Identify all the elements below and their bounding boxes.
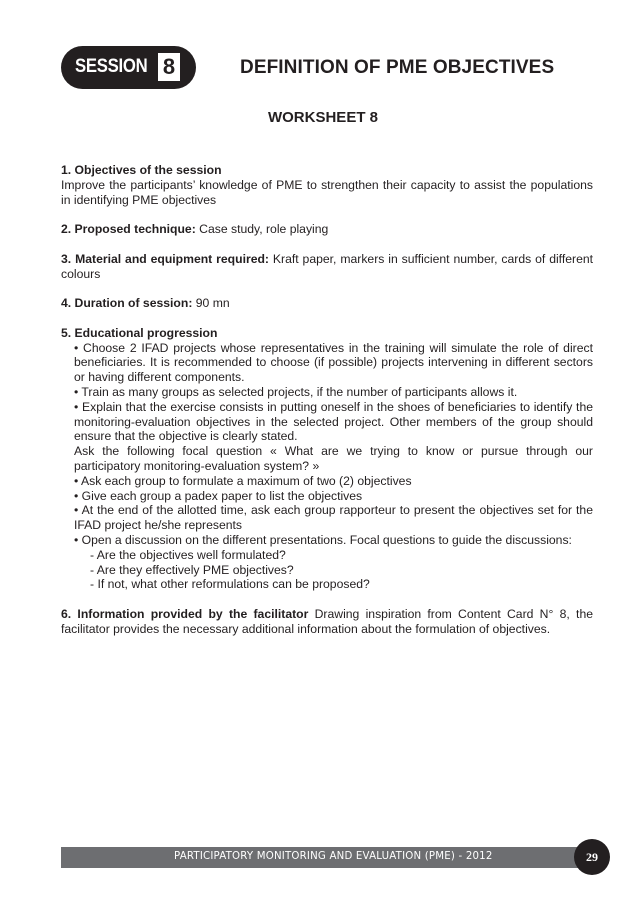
page-title: DEFINITION OF PME OBJECTIVES xyxy=(240,57,555,78)
session-label: SESSION xyxy=(75,56,148,77)
section-5-heading-text: 5. Educational progression xyxy=(61,325,218,340)
section-1-heading: 1. Objectives of the session xyxy=(61,163,222,177)
sub-list-item: - If not, what other reformulations can be proposed? xyxy=(90,577,370,592)
list-item: • Train as many groups as selected projects, if the number of participants allows it. xyxy=(74,384,518,399)
section-4 xyxy=(61,296,593,311)
sub-list-item: - Are the objectives well formulated? xyxy=(90,547,286,562)
session-number: 8 xyxy=(158,53,180,81)
section-6-heading: 6. Information provided by the facilitator xyxy=(61,606,309,621)
worksheet-title: WORKSHEET 8 xyxy=(267,109,378,126)
section-4-text: 90 mn xyxy=(195,296,230,311)
list-item: • Explain that the exercise consists in putting oneself in the shoes of beneficiaries to identify the monitoring-evaluation objectives in the selected project. Other members of the group should ensure that the objective is clearly stated. xyxy=(74,399,593,444)
list-item: • Give each group a padex paper to list the objectives xyxy=(74,488,363,503)
section-2 xyxy=(61,222,593,237)
sub-list-item: - Are they effectively PME objectives? xyxy=(90,562,294,577)
list-item: Ask the following focal question « What are we trying to know or pursue through our participatory monitoring-evaluation system? » xyxy=(74,444,593,473)
section-2-text: Case study, role playing xyxy=(199,222,329,237)
section-5-heading xyxy=(61,326,593,341)
session-badge xyxy=(61,46,196,89)
footer-text: PARTICIPATORY MONITORING AND EVALUATION (PME) - 2012 xyxy=(174,851,493,862)
section-1 xyxy=(61,163,593,207)
list-item: • Choose 2 IFAD projects whose representatives in the training will simulate the role of direct beneficiaries. It is recommended to choose (if possible) projects intervening in different sectors or having different components. xyxy=(74,340,593,385)
section-1-text: Improve the participants’ knowledge of PME to strengthen their capacity to assist the populations in identifying PME objectives xyxy=(61,177,593,207)
section-3 xyxy=(61,252,593,282)
page-number: 29 xyxy=(574,839,610,875)
list-item: • At the end of the allotted time, ask each group rapporteur to present the objectives set for the IFAD project he/she represents xyxy=(74,503,593,533)
section-6 xyxy=(61,607,593,637)
document-body xyxy=(61,163,593,637)
list-item: • Ask each group to formulate a maximum of two (2) objectives xyxy=(74,473,412,488)
section-3-heading: 3. Material and equipment required: xyxy=(61,251,269,266)
section-3-text: Kraft paper, markers in sufficient number, cards of different colours xyxy=(61,251,594,281)
section-4-heading: 4. Duration of session: xyxy=(61,296,193,311)
section-6-text: Drawing inspiration from Content Card N° 8, the facilitator provides the necessary additional information about the formulation of objectives. xyxy=(61,606,594,636)
list-item: • Open a discussion on the different presentations. Focal questions to guide the discussions: xyxy=(74,532,572,547)
section-2-heading: 2. Proposed technique: xyxy=(61,222,196,237)
